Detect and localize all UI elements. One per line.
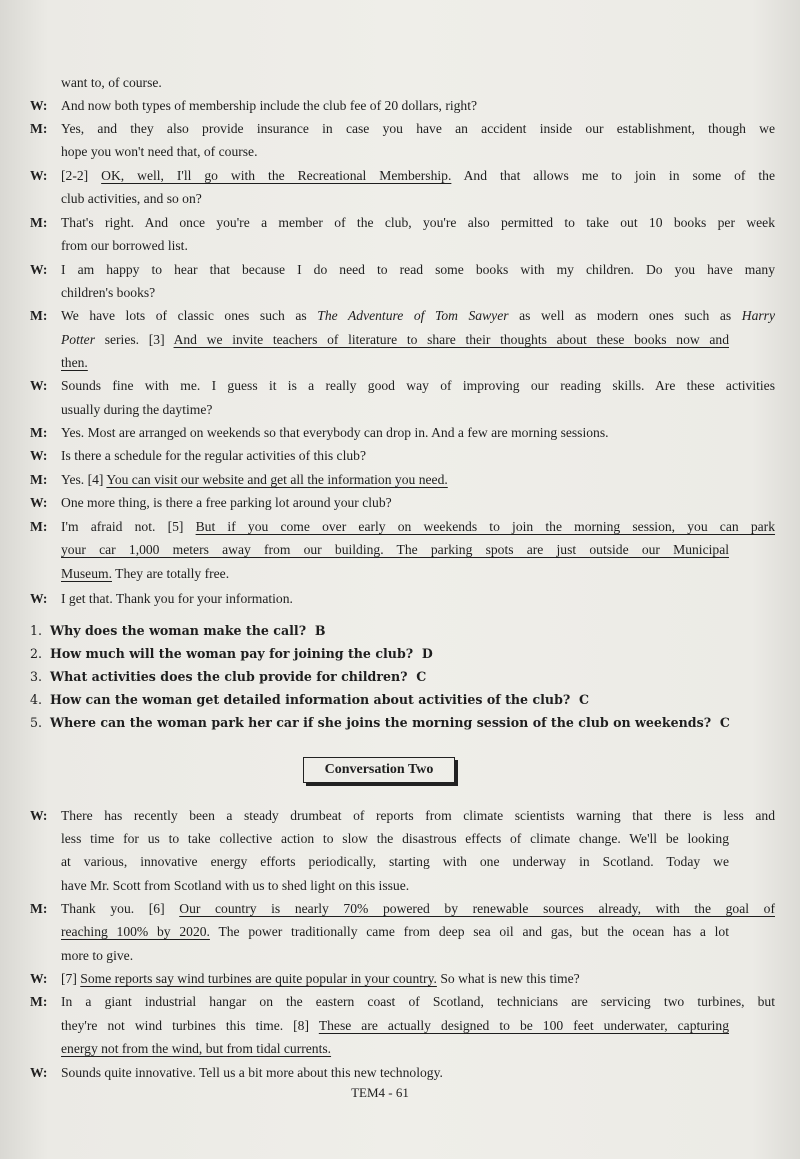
dialogue-line (61, 539, 729, 561)
dialogue-line: M: Yes. [4] You can visit our website and get all the information you need. (30, 469, 775, 491)
underlined-answer: And we invite teachers of literature to share their thoughts about these books now and (173, 332, 729, 347)
speaker-label: W: (30, 168, 48, 183)
book-title: The Adventure of Tom Sawyer (317, 308, 509, 323)
underlined-answer: Our country is nearly 70% powered by renewable sources already, with the goal of (179, 901, 775, 916)
dialogue-line: club activities, and so on? (61, 191, 202, 206)
answer-marker: [3] (148, 332, 165, 347)
answer-letter: C (416, 669, 427, 684)
speaker-label: W: (30, 262, 48, 277)
dialogue-line: more to give. (61, 948, 134, 963)
dialogue-line: W: Sounds fine with me. I guess it is a really good way of improving our reading skills. Are these activities (30, 375, 775, 397)
question-item: 4. How can the woman get detailed information about activities of the club? C (30, 692, 590, 707)
page-footer: TEM4 - 61 (351, 1085, 409, 1100)
speaker-label: W: (30, 971, 48, 986)
speaker-label: M: (30, 472, 48, 487)
dialogue-line: M: That's right. And once you're a member of the club, you're also permitted to take out 10 books per week (30, 212, 775, 234)
dialogue-line: usually during the daytime? (61, 402, 213, 417)
underlined-answer: These are actually designed to be 100 feet underwater, capturing (318, 1018, 729, 1033)
speaker-label: W: (30, 448, 48, 463)
speaker-label: W: (30, 808, 48, 823)
question-item: 1. Why does the woman make the call? B (30, 623, 326, 638)
dialogue-line: children's books? (61, 285, 156, 300)
dialogue-line: M: We have lots of classic ones such as The Adventure of Tom Sawyer as well as modern ones such as Harry (30, 305, 775, 327)
answer-letter: D (421, 646, 433, 661)
dialogue-line: W: [2-2] OK, well, I'll go with the Recreational Membership. And that allows me to join in some of the (30, 165, 775, 187)
answer-letter: C (719, 715, 730, 730)
dialogue-line: M: In a giant industrial hangar on the eastern coast of Scotland, technicians are servicing two turbines, but (30, 991, 775, 1013)
question-item: 3. What activities does the club provide for children? C (30, 669, 427, 684)
speaker-label: W: (30, 591, 48, 606)
section-title: Conversation Two (303, 757, 455, 783)
answer-letter: B (314, 623, 326, 638)
answer-marker: [4] (87, 472, 104, 487)
dialogue-line: they're not wind turbines this time. [8] These are actually designed to be 100 feet underwater, capturing (61, 1018, 729, 1033)
answer-marker: [2-2] (61, 168, 89, 183)
dialogue-line: W: There has recently been a steady drumbeat of reports from climate scientists warning that there is less and (30, 805, 775, 827)
question-item: 5. Where can the woman park her car if she joins the morning session of the club on weekends? C (30, 715, 730, 730)
underlined-answer: You can visit our website and get all the information you need. (106, 472, 448, 487)
speaker-label: W: (30, 495, 48, 510)
dialogue-line: have Mr. Scott from Scotland with us to shed light on this issue. (61, 878, 410, 893)
speaker-label: M: (30, 308, 48, 323)
book-title: Harry (741, 308, 775, 323)
dialogue-line: W: [7] Some reports say wind turbines are quite popular in your country. So what is new this time? (30, 968, 775, 990)
speaker-label: M: (30, 901, 48, 916)
dialogue-line: M: Yes. Most are arranged on weekends so that everybody can drop in. And a few are morning sessions. (30, 422, 775, 444)
question-item: 2. How much will the woman pay for joining the club? D (30, 646, 433, 661)
speaker-label: M: (30, 215, 48, 230)
dialogue-line: want to, of course. (61, 75, 162, 90)
dialogue-line: less time for us to take collective action to slow the disastrous effects of climate change. We'll be looking (61, 831, 729, 846)
speaker-label: W: (30, 98, 48, 113)
dialogue-line: Museum. They are totally free. (61, 566, 230, 581)
answer-marker: [6] (148, 901, 165, 916)
dialogue-line: M: I'm afraid not. [5] But if you come over early on weekends to join the morning session, you can park (30, 516, 775, 538)
speaker-label: W: (30, 1065, 48, 1080)
underlined-answer: Museum. (61, 566, 112, 581)
dialogue-line: W: One more thing, is there a free parking lot around your club? (30, 492, 775, 514)
dialogue-line: W: Sounds quite innovative. Tell us a bit more about this new technology. (30, 1062, 775, 1084)
dialogue-line: from our borrowed list. (61, 238, 188, 253)
underlined-answer: Some reports say wind turbines are quite popular in your country. (80, 971, 437, 986)
dialogue-line: W: Is there a schedule for the regular activities of this club? (30, 445, 775, 467)
underlined-answer: energy not from the wind, but from tidal currents. (61, 1041, 332, 1056)
dialogue-line: M: Yes, and they also provide insurance in case you have an accident inside our establishment, though we (30, 118, 775, 140)
underlined-answer: then. (61, 355, 88, 370)
answer-marker: [5] (167, 519, 184, 534)
dialogue-line: at various, innovative energy efforts periodically, starting with one underway in Scotland. Today we (61, 854, 729, 869)
speaker-label: M: (30, 994, 48, 1009)
dialogue-line (61, 352, 800, 374)
answer-marker: [7] (61, 971, 77, 986)
answer-letter: C (579, 692, 590, 707)
speaker-label: M: (30, 425, 48, 440)
dialogue-line: Potter series. [3] And we invite teachers of literature to share their thoughts about these books now and (61, 332, 729, 347)
underlined-answer: But if you come over early on weekends to join the morning session, you can park (195, 519, 776, 534)
speaker-label: M: (30, 121, 48, 136)
speaker-label: W: (30, 378, 48, 393)
dialogue-line: W: And now both types of membership include the club fee of 20 dollars, right? (30, 95, 775, 117)
dialogue-line (61, 1038, 800, 1060)
dialogue-line: reaching 100% by 2020. The power traditionally came from deep sea oil and gas, but the ocean has a lot (61, 924, 729, 939)
underlined-answer: OK, well, I'll go with the Recreational Membership. (101, 168, 452, 183)
underlined-answer: reaching 100% by 2020. (61, 924, 210, 939)
dialogue-line: hope you won't need that, of course. (61, 144, 258, 159)
dialogue-line: W: I get that. Thank you for your information. (30, 588, 775, 610)
dialogue-line: M: Thank you. [6] Our country is nearly 70% powered by renewable sources already, with the goal of (30, 898, 775, 920)
underlined-answer: your car 1,000 meters away from our building. The parking spots are just outside our Municipal (61, 542, 729, 557)
dialogue-line: W: I am happy to hear that because I do need to read some books with my children. Do you have many (30, 259, 775, 281)
answer-marker: [8] (293, 1018, 310, 1033)
book-title: Potter (61, 332, 95, 347)
speaker-label: M: (30, 519, 48, 534)
